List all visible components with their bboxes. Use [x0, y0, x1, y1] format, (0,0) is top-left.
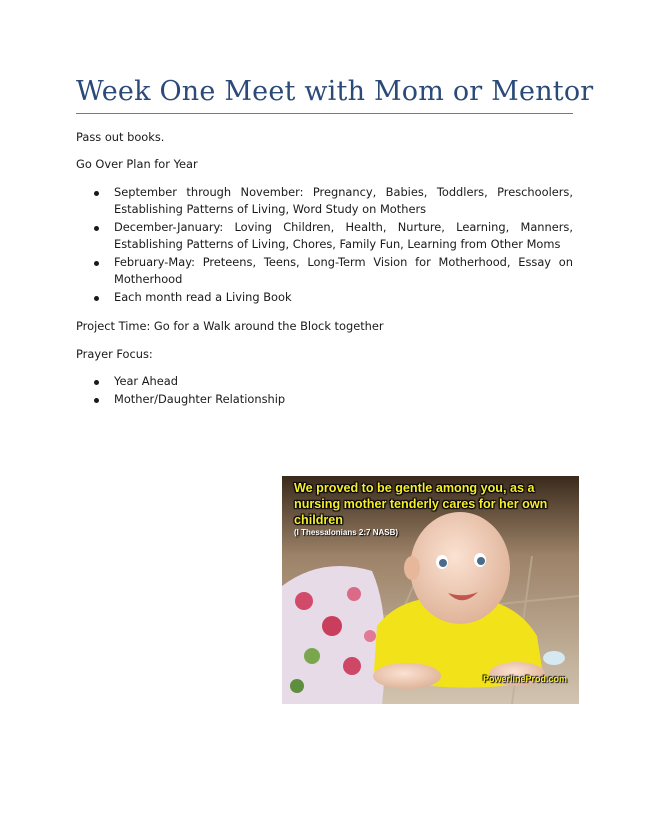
list-item: February-May: Preteens, Teens, Long-Term Vision for Motherhood, Essay on Motherhood	[76, 254, 573, 288]
paragraph-prayer-focus: Prayer Focus:	[76, 347, 153, 361]
scripture-citation: (I Thessalonians 2:7 NASB)	[294, 528, 399, 537]
prayer-list	[76, 373, 573, 408]
list-item: Mother/Daughter Relationship	[76, 391, 573, 408]
paragraph-pass-out-books: Pass out books.	[76, 130, 165, 144]
baby-photo	[282, 476, 579, 704]
list-item: September through November: Pregnancy, Babies, Toddlers, Preschoolers, Establishing Patterns of Living, Word Study on Mothers	[76, 184, 573, 218]
scripture-quote: We proved to be gentle among you, as a nursing mother tenderly cares for her own children	[294, 481, 548, 527]
watermark-text: PowerlineProd.com	[482, 674, 567, 684]
bullet-icon	[94, 296, 99, 301]
bullet-icon	[94, 226, 99, 231]
list-item: Year Ahead	[76, 373, 573, 390]
paragraph-project-time: Project Time: Go for a Walk around the Block together	[76, 319, 384, 333]
bullet-icon	[94, 261, 99, 266]
bullet-icon	[94, 380, 99, 385]
title-underline	[76, 113, 573, 114]
plan-list	[76, 184, 573, 306]
page-title: Week One Meet with Mom or Mentor	[76, 76, 594, 107]
list-item: December-January: Loving Children, Health, Nurture, Learning, Manners, Establishing Patterns of Living, Chores, Family Fun, Learning from Other Moms	[76, 219, 573, 253]
list-item: Each month read a Living Book	[76, 289, 573, 306]
bullet-icon	[94, 191, 99, 196]
paragraph-plan-heading: Go Over Plan for Year	[76, 157, 198, 171]
bullet-icon	[94, 398, 99, 403]
